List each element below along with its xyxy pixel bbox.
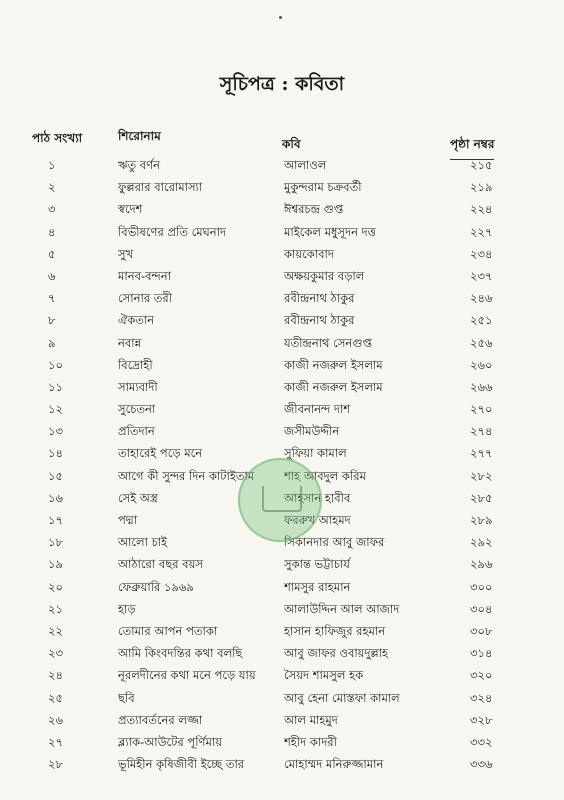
table-row <box>0 753 564 775</box>
row-page-number: ২৭৭ <box>470 446 493 461</box>
table-row <box>0 598 564 620</box>
row-poet: মাইকেল মধুসূদন দত্ত <box>284 224 376 239</box>
table-row <box>0 309 564 331</box>
row-title: সোনার তরী <box>118 291 173 306</box>
table-row <box>0 731 564 753</box>
row-page-number: ২৩৪ <box>470 246 493 261</box>
row-title: মানব-বন্দনা <box>118 268 171 283</box>
row-poet: ঈশ্বরচন্দ্র গুপ্ত <box>284 202 344 217</box>
row-poet: কাজী নজরুল ইসলাম <box>284 357 383 372</box>
row-serial: ২৬ <box>48 712 63 727</box>
row-serial: ২৪ <box>48 668 63 683</box>
row-page-number: ৩০৪ <box>470 601 493 616</box>
row-title: ফেব্রুয়ারি ১৯৬৯ <box>118 579 194 594</box>
header-title: শিরোনাম <box>118 129 161 143</box>
row-title: সাম্যবাদী <box>118 379 158 394</box>
row-serial: ১৯ <box>48 557 63 572</box>
table-row <box>0 332 564 354</box>
row-title: ফুল্লরার বারোমাস্যা <box>118 180 203 195</box>
table-row <box>0 664 564 686</box>
table-row <box>0 176 564 198</box>
table-row <box>0 287 564 309</box>
row-serial: ২৫ <box>48 690 63 705</box>
row-title: বিভীষণের প্রতি মেঘনাদ <box>118 224 227 239</box>
row-poet: জসীমউদ্দীন <box>284 424 340 439</box>
table-row <box>0 398 564 420</box>
table-row <box>0 620 564 642</box>
row-poet: ফররুখ আহমদ <box>284 513 351 527</box>
row-poet: শাহ আবদুল করিম <box>284 468 366 483</box>
row-poet: সুকান্ত ভট্টাচার্য <box>284 557 350 572</box>
row-serial: ৬ <box>48 268 56 283</box>
row-serial: ১৪ <box>48 446 63 461</box>
table-row <box>0 709 564 731</box>
row-serial: ১০ <box>48 357 63 372</box>
row-poet: হাসান হাফিজুর রহমান <box>284 623 386 638</box>
row-serial: ২৮ <box>48 757 63 772</box>
row-page-number: ৩৩২ <box>470 734 493 749</box>
row-serial: ২০ <box>48 579 63 594</box>
row-page-number: ২২৪ <box>470 202 493 217</box>
table-row <box>0 642 564 664</box>
row-poet: অক্ষয়কুমার বড়াল <box>284 268 365 283</box>
row-poet: মুকুন্দরাম চক্রবর্তী <box>284 180 362 195</box>
row-serial: ১৮ <box>48 535 63 550</box>
table-row <box>0 420 564 442</box>
row-page-number: ২৬০ <box>470 357 493 372</box>
row-title: ভূমিহীন কৃষিজীবী ইচ্ছে তার <box>118 757 245 772</box>
row-serial: ১৭ <box>48 513 63 527</box>
row-page-number: ২৮৯ <box>470 513 493 527</box>
row-title: নবান্ন <box>118 335 142 350</box>
row-poet: সুফিয়া কামাল <box>284 446 347 461</box>
header-poet: কবি <box>282 137 301 151</box>
row-serial: ৪ <box>48 224 56 239</box>
row-serial: ৮ <box>48 313 56 328</box>
row-title: প্রত্যাবর্তনের লজ্জা <box>118 712 203 727</box>
page-title: সূচিপত্র : কবিতা <box>219 73 345 95</box>
row-poet: যতীন্দ্রনাথ সেনগুপ্ত <box>284 335 372 350</box>
row-title: পদ্মা <box>118 513 138 527</box>
row-title: আঠারো বছর বয়স <box>118 557 203 572</box>
row-title: সুখ <box>118 246 134 261</box>
row-page-number: ২৭০ <box>470 402 493 417</box>
row-poet: মোহাম্মদ মনিরুজ্জামান <box>284 757 384 772</box>
row-page-number: ২৬৬ <box>470 379 493 394</box>
row-page-number: ৩০০ <box>470 579 493 594</box>
row-poet: আবু জাফর ওবায়দুল্লাহ <box>284 646 389 661</box>
top-dot-mark <box>279 16 282 19</box>
row-serial: ৫ <box>48 246 56 261</box>
row-title: ঋতু বর্ণন <box>118 158 161 172</box>
table-row <box>0 354 564 376</box>
row-poet: আহসান হাবীব <box>284 490 351 505</box>
row-serial: ২৩ <box>48 646 63 661</box>
header-page-number: পৃষ্ঠা নম্বর <box>450 136 494 156</box>
row-page-number: ২১৫ <box>470 158 493 172</box>
row-poet: কায়কোবাদ <box>284 246 334 261</box>
row-title: সেই অস্ত্র <box>118 490 158 505</box>
row-title: সুচেতনা <box>118 402 156 417</box>
row-poet: আল মাহমুদ <box>284 712 338 727</box>
row-title: ঐকতান <box>118 313 155 328</box>
table-row <box>0 154 564 176</box>
row-poet: আলাউদ্দিন আল আজাদ <box>284 601 400 616</box>
row-serial: ২২ <box>48 623 63 638</box>
row-page-number: ২৯২ <box>470 535 493 550</box>
row-page-number: ২২৭ <box>470 224 493 239</box>
row-serial: ১৬ <box>48 490 63 505</box>
row-page-number: ২৮৫ <box>470 490 493 505</box>
row-page-number: ২৮২ <box>470 468 493 483</box>
row-poet: সিকানদার আবু জাফর <box>284 535 385 550</box>
table-row <box>0 221 564 243</box>
row-serial: ১৫ <box>48 468 63 483</box>
table-row <box>0 553 564 575</box>
table-row <box>0 198 564 220</box>
row-title: নূরলদীনের কথা মনে পড়ে যায় <box>118 668 256 683</box>
row-serial: ১২ <box>48 402 63 417</box>
row-page-number: ২৫১ <box>470 313 493 328</box>
row-title: তোমার আপন পতাকা <box>118 623 218 638</box>
row-poet: আবু হেনা মোস্তফা কামাল <box>284 690 400 705</box>
row-page-number: ৩৩৬ <box>470 757 493 772</box>
row-title: হাড় <box>118 601 136 616</box>
row-title: আমি কিংবদন্তির কথা বলছি <box>118 646 243 661</box>
row-poet: কাজী নজরুল ইসলাম <box>284 379 383 394</box>
row-serial: ১ <box>48 158 56 172</box>
row-title: বিদ্রোহী <box>118 357 153 372</box>
row-serial: ২১ <box>48 601 63 616</box>
table-row <box>0 265 564 287</box>
row-serial: ২৭ <box>48 734 63 749</box>
row-serial: ৭ <box>48 291 56 306</box>
table-row <box>0 243 564 265</box>
row-page-number: ৩২০ <box>470 668 493 683</box>
row-page-number: ৩১৪ <box>470 646 493 661</box>
table-row <box>0 576 564 598</box>
row-page-number: ২১৯ <box>470 180 493 195</box>
row-title: স্বদেশ <box>118 202 143 217</box>
row-page-number: ৩২৪ <box>470 690 493 705</box>
row-title: প্রতিদান <box>118 424 155 439</box>
row-serial: ২ <box>48 180 56 195</box>
row-poet: আলাওল <box>284 158 327 172</box>
row-page-number: ৩০৮ <box>470 623 493 638</box>
row-page-number: ২৫৬ <box>470 335 493 350</box>
row-page-number: ২৩৭ <box>470 268 493 283</box>
row-serial: ৯ <box>48 335 56 350</box>
row-title: আগে কী সুন্দর দিন কাটাইতাম <box>118 468 255 483</box>
row-poet: জীবনানন্দ দাশ <box>284 402 351 417</box>
row-title: ছবি <box>118 690 135 705</box>
table-row <box>0 376 564 398</box>
table-row <box>0 687 564 709</box>
row-page-number: ৩২৮ <box>470 712 493 727</box>
row-page-number: ২৯৬ <box>470 557 493 572</box>
header-serial: পাঠ সংখ্যা <box>32 131 83 145</box>
row-page-number: ২৭৪ <box>470 424 493 439</box>
row-poet: শামসুর রাহমান <box>284 579 351 594</box>
row-poet: শহীদ কাদরী <box>284 734 337 749</box>
row-poet: রবীন্দ্রনাথ ঠাকুর <box>284 313 355 328</box>
row-serial: ১৩ <box>48 424 63 439</box>
row-poet: সৈয়দ শামসুল হক <box>284 668 364 683</box>
row-serial: ১১ <box>48 379 63 394</box>
watermark-logo <box>238 458 322 542</box>
row-title: তাহারেই পড়ে মনে <box>118 446 203 461</box>
row-serial: ৩ <box>48 202 56 217</box>
row-title: ব্ল্যাক-আউটের পূর্ণিমায় <box>118 734 222 749</box>
row-poet: রবীন্দ্রনাথ ঠাকুর <box>284 291 355 306</box>
row-title: আলো চাই <box>118 535 168 550</box>
row-page-number: ২৪৬ <box>470 291 493 306</box>
